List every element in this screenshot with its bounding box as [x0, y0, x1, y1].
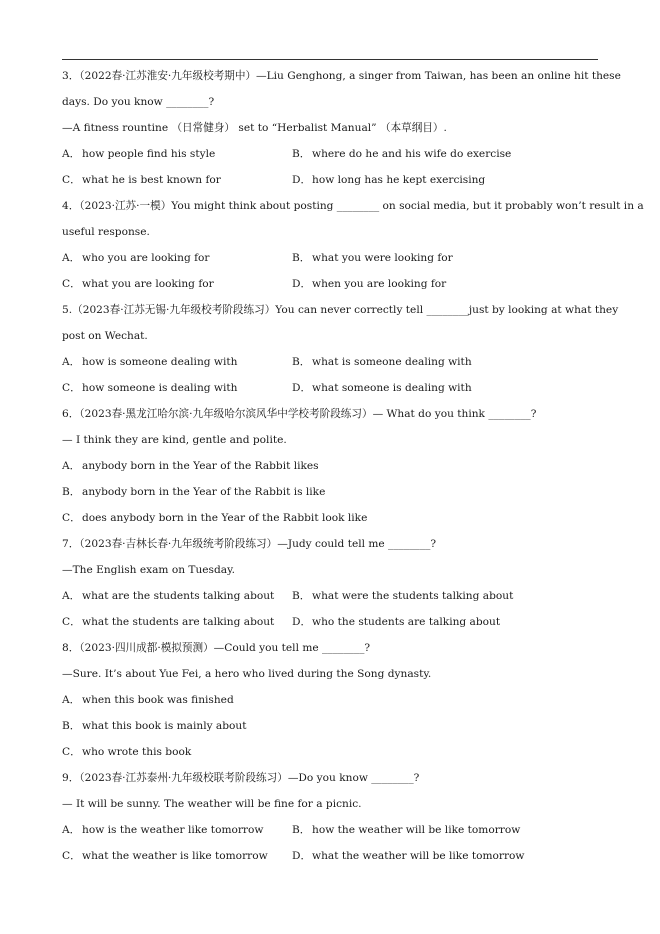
- option-letter: C．: [62, 278, 81, 290]
- option-letter: A．: [62, 460, 81, 472]
- question-7-option-b[interactable]: [292, 589, 513, 603]
- question-6-stem-line-1: 6．（2023春·黑龙江哈尔滨·九年级哈尔滨风华中学校考阶段练习）— What do you think ________?: [62, 408, 537, 420]
- option-letter: B．: [62, 720, 81, 732]
- question-6-stem-line-2: — I think they are kind, gentle and polite.: [62, 434, 287, 446]
- option-text: who you are looking for: [82, 252, 210, 264]
- option-letter: C．: [62, 512, 81, 524]
- question-8-option-a[interactable]: [62, 693, 234, 707]
- question-7-stem-line-2: —The English exam on Tuesday.: [62, 564, 236, 576]
- question-5-stem-line-1: 5.（2023春·江苏无锡·九年级校考阶段练习）You can never correctly tell ________just by looking at what they: [62, 304, 619, 316]
- option-text: how long has he kept exercising: [312, 174, 486, 186]
- header-rule: [62, 59, 598, 60]
- option-letter: B．: [292, 356, 311, 368]
- option-text: what he is best known for: [82, 174, 221, 186]
- option-letter: D．: [292, 850, 312, 862]
- option-text: how the weather will be like tomorrow: [312, 824, 521, 836]
- option-letter: B．: [292, 590, 311, 602]
- option-text: what were the students talking about: [312, 590, 514, 602]
- question-6-option-b[interactable]: [62, 485, 325, 499]
- question-3-stem-line-3: —A fitness rountine （日常健身） set to “Herbalist Manual” （本草纲目）.: [62, 122, 447, 134]
- option-letter: A．: [62, 824, 81, 836]
- question-3-option-b[interactable]: [292, 147, 511, 161]
- option-letter: A．: [62, 252, 81, 264]
- option-text: anybody born in the Year of the Rabbit is like: [82, 486, 326, 498]
- question-4-option-d[interactable]: [292, 277, 446, 291]
- question-5-option-b[interactable]: [292, 355, 472, 369]
- question-9-option-b[interactable]: [292, 823, 520, 837]
- option-letter: C．: [62, 616, 81, 628]
- question-3-option-c[interactable]: [62, 173, 221, 187]
- question-9-option-a[interactable]: [62, 823, 263, 837]
- option-text: how is the weather like tomorrow: [82, 824, 264, 836]
- option-text: what are the students talking about: [82, 590, 275, 602]
- option-letter: C．: [62, 174, 81, 186]
- question-4-stem-line-1: 4．（2023·江苏·一模）You might think about posting ________ on social media, but it probably won’t result in a: [62, 200, 644, 212]
- option-text: what the students are talking about: [82, 616, 275, 628]
- question-7-option-c[interactable]: [62, 615, 274, 629]
- option-letter: A．: [62, 148, 81, 160]
- question-5-option-d[interactable]: [292, 381, 472, 395]
- question-7-option-a[interactable]: [62, 589, 274, 603]
- question-3-option-d[interactable]: [292, 173, 485, 187]
- question-8-option-c[interactable]: [62, 745, 191, 759]
- option-letter: B．: [62, 486, 81, 498]
- option-text: where do he and his wife do exercise: [312, 148, 512, 160]
- option-text: what the weather will be like tomorrow: [312, 850, 525, 862]
- option-letter: D．: [292, 382, 312, 394]
- question-4-stem-line-2: useful response.: [62, 226, 150, 238]
- question-6-option-a[interactable]: [62, 459, 319, 473]
- question-9-option-d[interactable]: [292, 849, 524, 863]
- option-text: anybody born in the Year of the Rabbit likes: [82, 460, 319, 472]
- question-3-option-a[interactable]: [62, 147, 215, 161]
- option-text: how someone is dealing with: [82, 382, 238, 394]
- question-4-option-a[interactable]: [62, 251, 210, 265]
- question-8-stem-line-1: 8．（2023·四川成都·模拟预测）—Could you tell me ________?: [62, 642, 371, 654]
- option-text: how is someone dealing with: [82, 356, 238, 368]
- option-letter: D．: [292, 174, 312, 186]
- option-letter: C．: [62, 382, 81, 394]
- option-letter: B．: [292, 824, 311, 836]
- option-letter: B．: [292, 252, 311, 264]
- option-text: when you are looking for: [312, 278, 447, 290]
- option-letter: D．: [292, 616, 312, 628]
- question-8-stem-line-2: —Sure. It’s about Yue Fei, a hero who lived during the Song dynasty.: [62, 668, 432, 680]
- option-letter: D．: [292, 278, 312, 290]
- option-text: what the weather is like tomorrow: [82, 850, 268, 862]
- question-5-option-c[interactable]: [62, 381, 237, 395]
- option-letter: B．: [292, 148, 311, 160]
- option-text: who wrote this book: [82, 746, 192, 758]
- option-letter: C．: [62, 746, 81, 758]
- question-9-option-c[interactable]: [62, 849, 268, 863]
- question-9-stem-line-1: 9．（2023春·江苏泰州·九年级校联考阶段练习）—Do you know ________?: [62, 772, 420, 784]
- option-letter: A．: [62, 590, 81, 602]
- option-letter: A．: [62, 356, 81, 368]
- question-3-stem-line-2: days. Do you know ________?: [62, 96, 215, 108]
- option-letter: C．: [62, 850, 81, 862]
- question-9-stem-line-2: — It will be sunny. The weather will be fine for a picnic.: [62, 798, 362, 810]
- question-7-option-d[interactable]: [292, 615, 500, 629]
- option-text: what you were looking for: [312, 252, 453, 264]
- question-8-option-b[interactable]: [62, 719, 247, 733]
- option-text: what you are looking for: [82, 278, 214, 290]
- option-text: how people find his style: [82, 148, 216, 160]
- option-text: who the students are talking about: [312, 616, 501, 628]
- option-letter: A．: [62, 694, 81, 706]
- question-4-option-c[interactable]: [62, 277, 214, 291]
- question-3-stem-line-1: 3．（2022春·江苏淮安·九年级校考期中）—Liu Genghong, a singer from Taiwan, has been an online hit these: [62, 70, 621, 82]
- option-text: what this book is mainly about: [82, 720, 247, 732]
- option-text: what someone is dealing with: [312, 382, 472, 394]
- option-text: what is someone dealing with: [312, 356, 472, 368]
- question-5-option-a[interactable]: [62, 355, 237, 369]
- question-5-stem-line-2: post on Wechat.: [62, 330, 148, 342]
- option-text: does anybody born in the Year of the Rabbit look like: [82, 512, 368, 524]
- question-7-stem-line-1: 7．（2023春·吉林长春·九年级统考阶段练习）—Judy could tell me ________?: [62, 538, 437, 550]
- option-text: when this book was finished: [82, 694, 234, 706]
- question-6-option-c[interactable]: [62, 511, 367, 525]
- question-4-option-b[interactable]: [292, 251, 453, 265]
